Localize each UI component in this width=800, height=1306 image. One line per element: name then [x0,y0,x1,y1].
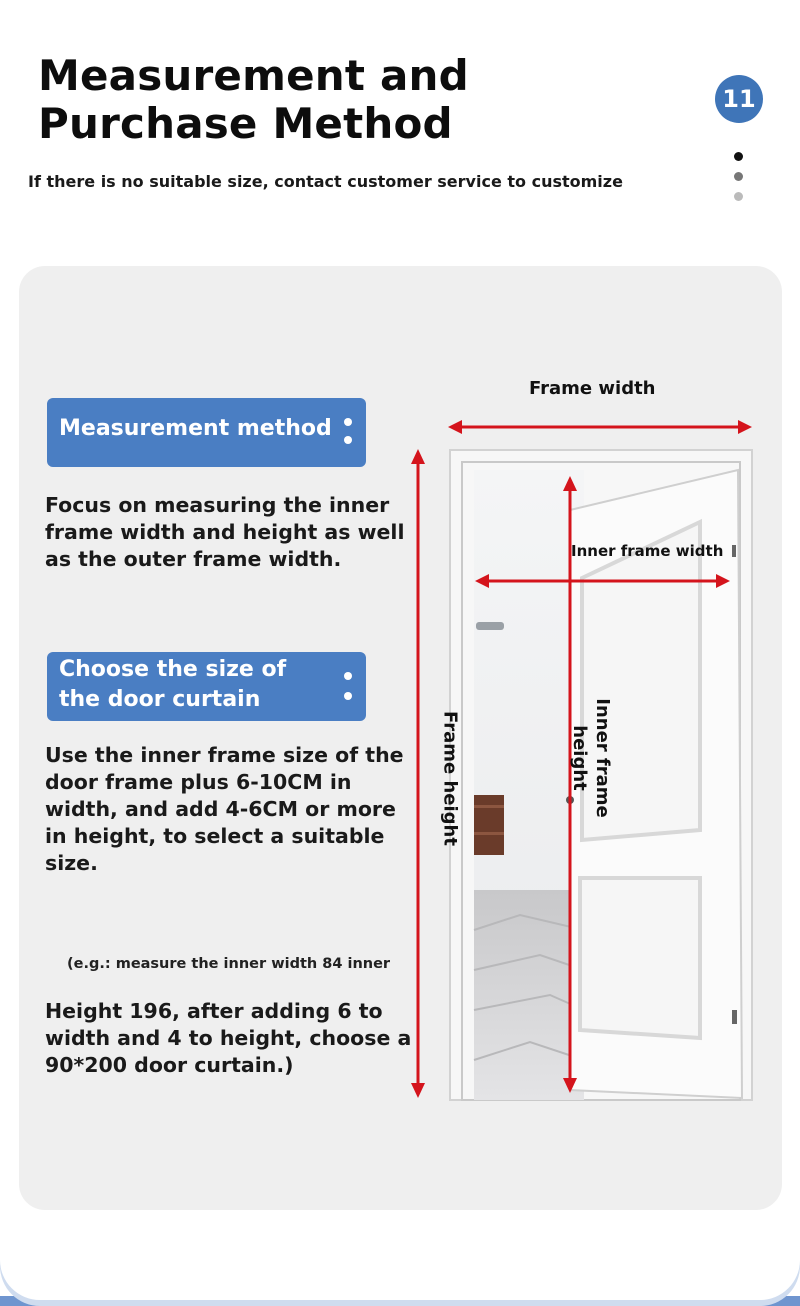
choose-size-label-1: Choose the size of [59,657,287,682]
bottom-curve [0,1240,800,1300]
inner-frame-height-line-2: height [569,725,590,791]
example-note: (e.g.: measure the inner width 84 inner [67,956,391,972]
title-line-2: Purchase Method [38,99,453,148]
arrow-icon-inner-frame-width [475,574,730,588]
choose-size-text: Use the inner frame size of the door frame plus 6-10CM in width, and add 4-6CM or more in height, to select a suitable size. [45,743,404,875]
page-number-badge: 11 [715,75,763,123]
inner-frame-width-label: Inner frame width [571,542,724,560]
choose-size-label-2: the door curtain [59,687,261,712]
arrow-icon-frame-width [448,420,752,434]
arrow-icon-frame-height [411,449,425,1098]
measurement-method-text: Focus on measuring the inner frame width and height as well as the outer frame width. [45,493,405,571]
title-line-1: Measurement and [38,51,469,100]
inner-frame-height-label [568,698,614,818]
frame-height-label: Frame height [439,711,461,846]
frame-width-label: Frame width [529,378,656,399]
inner-frame-height-line-1: Inner frame [592,698,613,818]
example-continued: Height 196, after adding 6 to width and 4 to height, choose a 90*200 door curtain.) [45,999,412,1077]
page-subtitle: If there is no suitable size, contact customer service to customize [28,172,623,191]
measurement-method-label: Measurement method [59,416,332,441]
